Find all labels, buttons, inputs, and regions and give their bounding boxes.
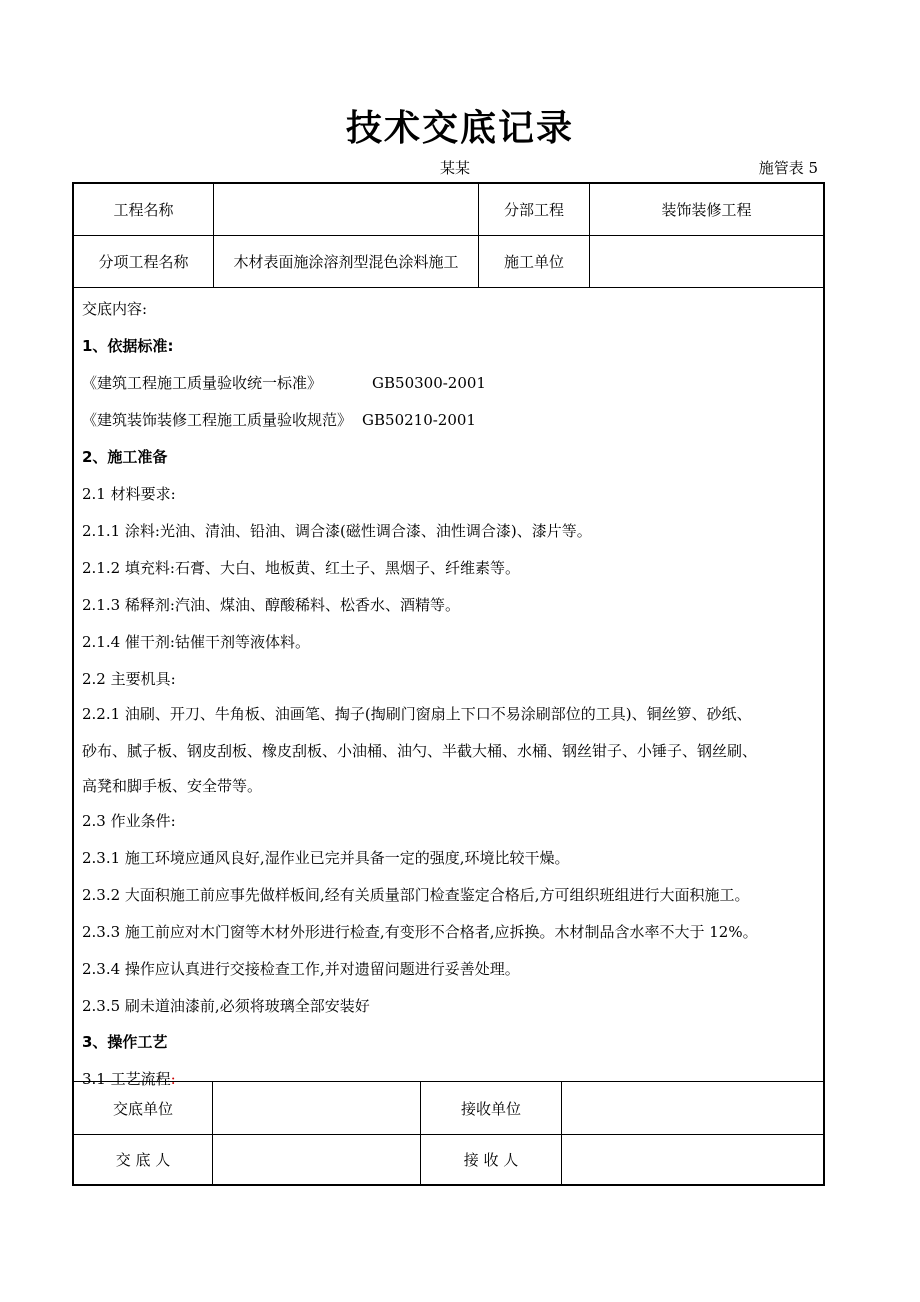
para-2-3: 2.3 作业条件:: [82, 812, 176, 830]
division-value[interactable]: 装饰装修工程: [661, 201, 752, 219]
footer-row-units: [74, 1081, 823, 1135]
issuer-person-field[interactable]: [213, 1134, 421, 1184]
subitem-label: 分项工程名称: [74, 236, 214, 287]
standard-1-code: GB50300-2001: [372, 374, 486, 392]
footer-row-persons: [74, 1134, 823, 1184]
project-name-field[interactable]: [214, 184, 479, 235]
section-3-heading: 3、操作工艺: [82, 1033, 168, 1051]
issuer-unit-field[interactable]: [213, 1082, 421, 1134]
para-2-3-4: 2.3.4 操作应认真进行交接检查工作,并对遗留问题进行妥善处理。: [82, 960, 520, 978]
standard-1-name: 《建筑工程施工质量验收统一标准》: [82, 374, 323, 392]
subitem-value[interactable]: 木材表面施涂溶剂型混色涂料施工: [214, 236, 479, 287]
para-2-3-1: 2.3.1 施工环境应通风良好,湿作业已完并具备一定的强度,环境比较干燥。: [82, 849, 570, 867]
para-2-1-4: 2.1.4 催干剂:钴催干剂等液体料。: [82, 633, 310, 651]
page-title: 技术交底记录: [345, 108, 574, 149]
content-label: 交底内容:: [82, 300, 148, 318]
receiver-person-field[interactable]: [562, 1134, 823, 1184]
organization-name: 某某: [440, 159, 471, 177]
header-row-project: [74, 184, 823, 236]
para-2-2-1-line3: 高凳和脚手板、安全带等。: [82, 777, 263, 795]
para-2-1-2: 2.1.2 填充料:石膏、大白、地板黄、红土子、黑烟子、纤维素等。: [82, 559, 520, 577]
division-label: 分部工程: [479, 184, 590, 235]
para-2-2-1-line1: 2.2.1 油刷、开刀、牛角板、油画笔、掏子(掏刷门窗扇上下口不易涂刷部位的工具)、铜丝箩、砂纸、: [82, 705, 752, 723]
receiver-unit-field[interactable]: [562, 1082, 823, 1134]
para-2-1: 2.1 材料要求:: [82, 485, 176, 503]
project-name-label: 工程名称: [74, 184, 214, 235]
receiver-person-label: 接 收 人: [421, 1134, 562, 1184]
para-2-1-1: 2.1.1 涂料:光油、清油、铅油、调合漆(磁性调合漆、油性调合漆)、漆片等。: [82, 522, 592, 540]
header-row-subitem: [74, 236, 823, 288]
para-2-2-1-line2: 砂布、腻子板、钢皮刮板、橡皮刮板、小油桶、油勺、半截大桶、水桶、钢丝钳子、小锤子、钢丝刷、: [82, 742, 758, 760]
record-table: [72, 182, 825, 1186]
standard-1: [82, 372, 486, 393]
section-1-heading: 1、依据标准:: [82, 337, 174, 355]
para-3-1-text: 3.1 工艺流程: [82, 1070, 171, 1088]
contractor-label: 施工单位: [479, 236, 590, 287]
issuer-person-label: 交 底 人: [74, 1134, 213, 1184]
contractor-field[interactable]: [590, 236, 823, 287]
section-2-heading: 2、施工准备: [82, 448, 168, 466]
para-2-3-5: 2.3.5 刷未道油漆前,必须将玻璃全部安装好: [82, 997, 370, 1015]
standard-2-code: GB50210-2001: [362, 411, 476, 429]
standard-2-name: 《建筑装饰装修工程施工质量验收规范》: [82, 411, 353, 429]
form-number: 施管表 5: [758, 159, 818, 177]
para-2-3-2: 2.3.2 大面积施工前应事先做样板间,经有关质量部门检查鉴定合格后,方可组织班组进行大面积施工。: [82, 886, 750, 904]
standard-2: [82, 409, 476, 430]
subtitle-row: [72, 157, 824, 179]
para-2-3-3: 2.3.3 施工前应对木门窗等木材外形进行检查,有变形不合格者,应拆换。木材制品含水率不大于 12%。: [82, 923, 758, 941]
para-2-2: 2.2 主要机具:: [82, 670, 176, 688]
issuer-unit-label: 交底单位: [74, 1082, 213, 1134]
receiver-unit-label: 接收单位: [421, 1082, 562, 1134]
para-3-1-colon: :: [170, 1070, 176, 1088]
para-2-1-3: 2.1.3 稀释剂:汽油、煤油、醇酸稀料、松香水、酒精等。: [82, 596, 460, 614]
